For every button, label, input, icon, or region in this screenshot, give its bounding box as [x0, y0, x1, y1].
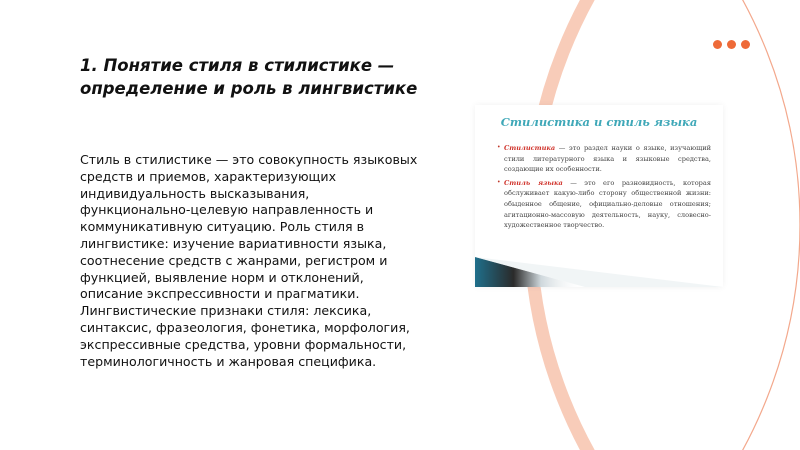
bullet-icon: • — [497, 144, 501, 151]
image-definition-item — [497, 143, 711, 175]
image-term: Стиль языка — [504, 178, 563, 187]
accent-dot — [741, 40, 750, 49]
decorative-wedge — [475, 257, 723, 287]
slide-body-text: Стиль в стилистике — это совокупность языковых средств и приемов, характеризующих индивидуальность высказывания, функционально-целевую направленность и коммуникативную ситуацию. Роль стиля в лингвистике: изучение вариативности языка, соотнесение средств с жанрами, регистром и функцией, выявление норм и отклонений, описание экспрессивности и прагматики. Лингвистические признаки стиля: лексика, синтаксис, фразеология, фонетика, морфология, экспрессивные средства, уровни формальности, терминологичность и жанровая специфика. — [80, 152, 418, 369]
image-term: Стилистика — [504, 144, 556, 152]
accent-dots — [713, 40, 750, 49]
image-definition: — это его разновидность, которая обслуживает какую-либо сторону общественной жизни: обыденное общение, официально-деловые отношения; агитационно-массовую деятельность, науку, словесно-художественное творчество. — [504, 178, 711, 230]
accent-dot — [727, 40, 736, 49]
image-definition-item — [497, 178, 711, 231]
image-definition-list — [497, 143, 711, 234]
accent-dot — [713, 40, 722, 49]
embedded-slide-image — [475, 105, 723, 287]
image-definition: — это раздел науки о языке, изучающий стили литературного языка и языковые средства, создающие их особенности. — [504, 144, 711, 174]
bullet-icon: • — [497, 178, 501, 186]
image-title: Стилистика и стиль языка — [500, 115, 698, 129]
slide-title: 1. Понятие стиля в стилистике — определение и роль в лингвистике — [80, 56, 418, 98]
